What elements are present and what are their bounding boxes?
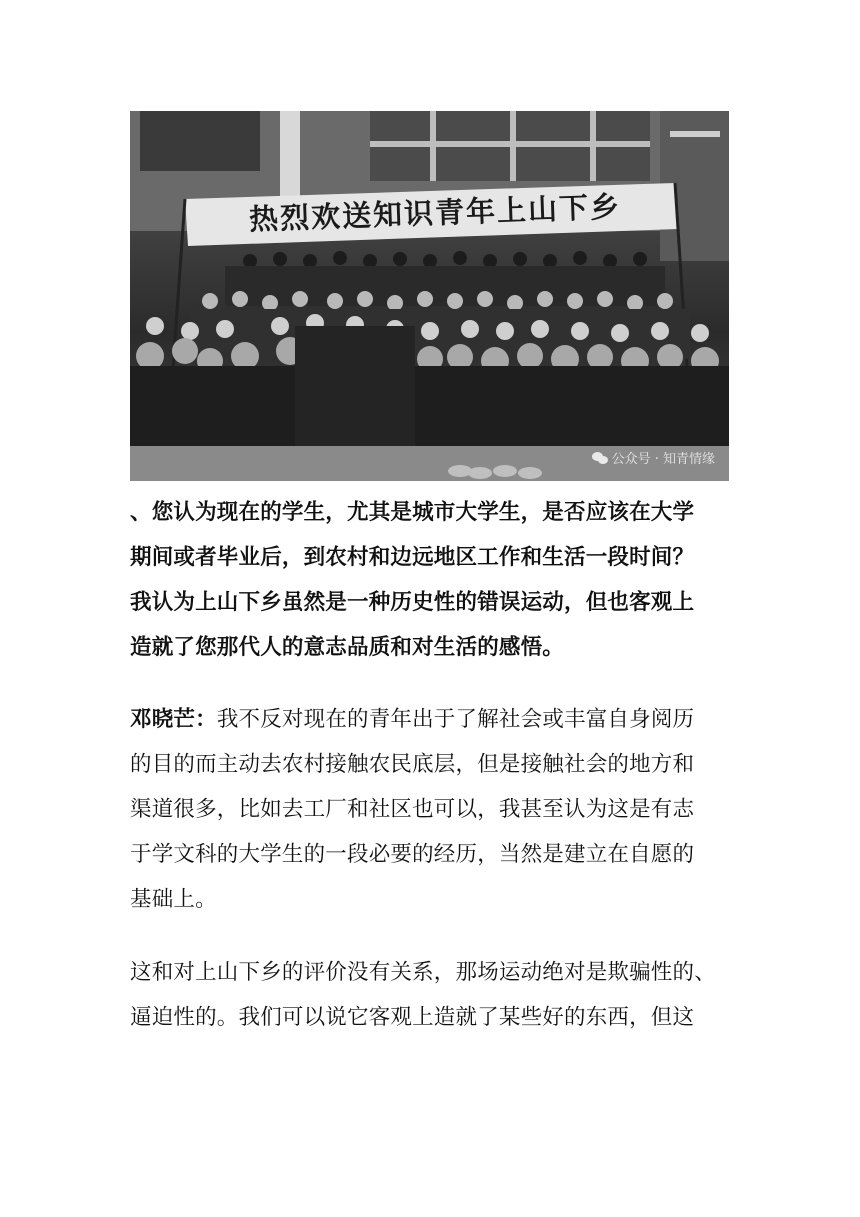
answer-paragraph-2 [130, 950, 730, 1040]
wechat-icon [592, 452, 608, 464]
question-line: 期间或者毕业后，到农村和边远地区工作和生活一段时间？ [130, 545, 695, 570]
question-line: 我认为上山下乡虽然是一种历史性的错误运动，但也客观上 [130, 590, 695, 615]
answer-line: 逼迫性的。我们可以说它客观上造就了某些好的东西，但这 [130, 1005, 695, 1030]
answer-line: 基础上。 [130, 887, 217, 912]
banner-slogan: 热烈欢送知识青年上山下乡 [248, 189, 622, 237]
interview-question [130, 490, 730, 670]
answer-line: 的目的而主动去农村接触农民底层，但是接触社会的地方和 [130, 752, 695, 777]
answer-line: 渠道很多，比如去工厂和社区也可以，我甚至认为这是有志 [130, 797, 695, 822]
group-photo [130, 111, 729, 481]
question-line: 、您认为现在的学生，尤其是城市大学生，是否应该在大学 [130, 500, 695, 525]
answer-paragraph-1 [130, 697, 730, 922]
speaker-name: 邓晓芒： [130, 707, 217, 732]
answer-line: 这和对上山下乡的评价没有关系，那场运动绝对是欺骗性的、 [130, 960, 716, 985]
watermark-text: 公众号 · 知青情缘 [611, 452, 715, 467]
question-line: 造就了您那代人的意志品质和对生活的感悟。 [130, 635, 565, 660]
answer-text: 我不反对现在的青年出于了解社会或丰富自身阅历 [216, 707, 695, 732]
answer-line: 于学文科的大学生的一段必要的经历，当然是建立在自愿的 [130, 842, 695, 867]
photo-watermark [592, 448, 715, 467]
photo-scene [130, 111, 729, 481]
answer-first-line [130, 697, 730, 742]
